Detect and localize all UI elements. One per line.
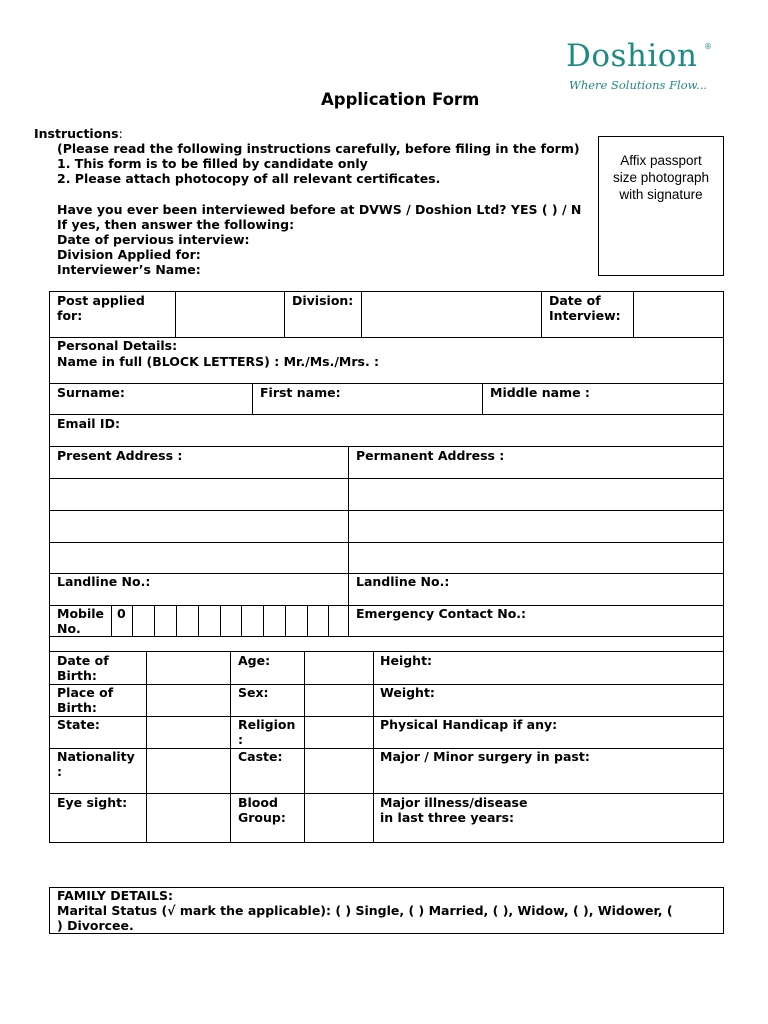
logo-tagline: Where Solutions Flow... — [569, 78, 708, 92]
rule — [482, 383, 483, 414]
division-applied-label: Division Applied for: — [57, 247, 201, 262]
rule — [304, 651, 305, 842]
height-label: Height: — [380, 653, 433, 668]
major-illness-label-line-2: in last three years: — [380, 810, 515, 825]
date-of-interview-field[interactable] — [634, 292, 722, 336]
instruction-item-2: 2. Please attach photocopy of all relevant certificates. — [57, 171, 441, 186]
family-details-box — [49, 887, 724, 934]
landline-label-left: Landline No.: — [57, 574, 151, 589]
post-applied-label-line-1: Post applied — [57, 293, 145, 308]
date-of-birth-label-line-2: Birth: — [57, 668, 97, 683]
nationality-label-line-2: : — [57, 764, 62, 779]
interviewed-before-question: Have you ever been interviewed before at DVWS / Doshion Ltd? YES ( ) / N — [57, 202, 582, 217]
sex-label: Sex: — [238, 685, 269, 700]
instructions-heading — [34, 126, 123, 141]
blood-group-label-line-2: Group: — [238, 810, 286, 825]
page-title: Application Form — [321, 90, 480, 109]
rule — [252, 383, 253, 414]
family-details-heading: FAMILY DETAILS: — [57, 888, 174, 903]
if-yes-text: If yes, then answer the following: — [57, 217, 295, 232]
form-border-right — [723, 291, 724, 842]
date-of-interview-label-line-2: Interview: — [549, 308, 621, 323]
email-label: Email ID: — [57, 416, 120, 431]
rule — [49, 842, 724, 843]
mobile-label-line-2: No. — [57, 621, 81, 636]
place-of-birth-label-line-1: Place of — [57, 685, 114, 700]
rule — [220, 605, 221, 636]
eye-sight-label: Eye sight: — [57, 795, 128, 810]
mobile-label — [57, 606, 104, 636]
division-field[interactable] — [362, 292, 540, 336]
instruction-item-1: 1. This form is to be filled by candidate only — [57, 156, 368, 171]
rule — [348, 446, 349, 636]
age-label: Age: — [238, 653, 271, 668]
caste-label: Caste: — [238, 749, 283, 764]
present-address-line-2[interactable] — [50, 479, 347, 509]
major-illness-label-line-1: Major illness/disease — [380, 795, 528, 810]
weight-label: Weight: — [380, 685, 435, 700]
rule — [307, 605, 308, 636]
marital-status-line-2: ) Divorcee. — [57, 918, 134, 933]
first-name-label: First name: — [260, 385, 341, 400]
place-of-birth-label-line-2: Birth: — [57, 700, 97, 715]
date-of-interview-label-line-1: Date of — [549, 293, 601, 308]
rule — [241, 605, 242, 636]
emergency-contact-label: Emergency Contact No.: — [356, 606, 527, 621]
blood-group-label — [238, 795, 286, 825]
mobile-label-line-1: Mobile — [57, 606, 105, 621]
present-address-line-3[interactable] — [50, 511, 347, 541]
instructions-note: (Please read the following instructions carefully, before filing in the form) — [57, 141, 580, 156]
previous-interview-date-label: Date of pervious interview: — [57, 232, 250, 247]
landline-label-right: Landline No.: — [356, 574, 450, 589]
rule — [111, 605, 112, 636]
interviewer-name-label: Interviewer’s Name: — [57, 262, 201, 277]
instructions-heading-colon: : — [118, 126, 123, 141]
rule — [373, 651, 374, 842]
permanent-address-label: Permanent Address : — [356, 448, 505, 463]
date-of-birth-label-line-1: Date of — [57, 653, 109, 668]
rule — [198, 605, 199, 636]
rule — [49, 793, 724, 794]
religion-label — [238, 717, 295, 747]
major-illness-label — [380, 795, 527, 825]
division-label: Division: — [292, 293, 354, 308]
personal-details-heading: Personal Details: — [57, 338, 178, 353]
photo-instructions — [599, 152, 723, 203]
rule — [285, 605, 286, 636]
logo-wordmark: Doshion — [566, 38, 698, 74]
religion-label-line-1: Religion — [238, 717, 296, 732]
rule — [284, 291, 285, 337]
rule — [230, 651, 231, 842]
mobile-prefix-digit: 0 — [117, 606, 126, 621]
post-applied-field[interactable] — [176, 292, 283, 336]
rule — [49, 636, 724, 637]
religion-label-line-2: : — [238, 732, 243, 747]
physical-handicap-label: Physical Handicap if any: — [380, 717, 558, 732]
rule — [146, 651, 147, 842]
photo-line-2: size photograph — [612, 170, 710, 185]
rule — [49, 414, 724, 415]
rule — [132, 605, 133, 636]
middle-name-label: Middle name : — [490, 385, 590, 400]
permanent-address-line-3[interactable] — [349, 511, 722, 541]
rule — [49, 446, 724, 447]
instructions-heading-text: Instructions — [34, 126, 119, 141]
date-of-interview-label — [549, 293, 621, 323]
rule — [49, 651, 724, 652]
marital-status-line-1: Marital Status (√ mark the applicable): ( ) Single, ( ) Married, ( ), Widow, ( ), Widower, ( — [57, 903, 673, 918]
place-of-birth-label — [57, 685, 113, 715]
name-in-full-label: Name in full (BLOCK LETTERS) : Mr./Ms./Mrs. : — [57, 354, 380, 369]
rule — [154, 605, 155, 636]
post-applied-label-line-2: for: — [57, 308, 83, 323]
surgery-label: Major / Minor surgery in past: — [380, 749, 590, 764]
rule — [176, 605, 177, 636]
blood-group-label-line-1: Blood — [238, 795, 278, 810]
logo-registered-mark: ® — [704, 42, 712, 51]
nationality-label-line-1: Nationality — [57, 749, 135, 764]
photo-box — [598, 136, 724, 276]
state-label: State: — [57, 717, 100, 732]
nationality-label — [57, 749, 135, 779]
rule — [49, 383, 724, 384]
present-address-label: Present Address : — [57, 448, 183, 463]
surname-label: Surname: — [57, 385, 125, 400]
post-applied-label — [57, 293, 145, 323]
rule — [328, 605, 329, 636]
rule — [541, 291, 542, 337]
present-address-line-4[interactable] — [50, 543, 347, 572]
permanent-address-line-4[interactable] — [349, 543, 722, 572]
permanent-address-line-2[interactable] — [349, 479, 722, 509]
photo-line-1: Affix passport — [620, 153, 702, 168]
company-logo — [566, 38, 726, 94]
date-of-birth-label — [57, 653, 109, 683]
rule — [263, 605, 264, 636]
photo-line-3: with signature — [619, 187, 703, 202]
